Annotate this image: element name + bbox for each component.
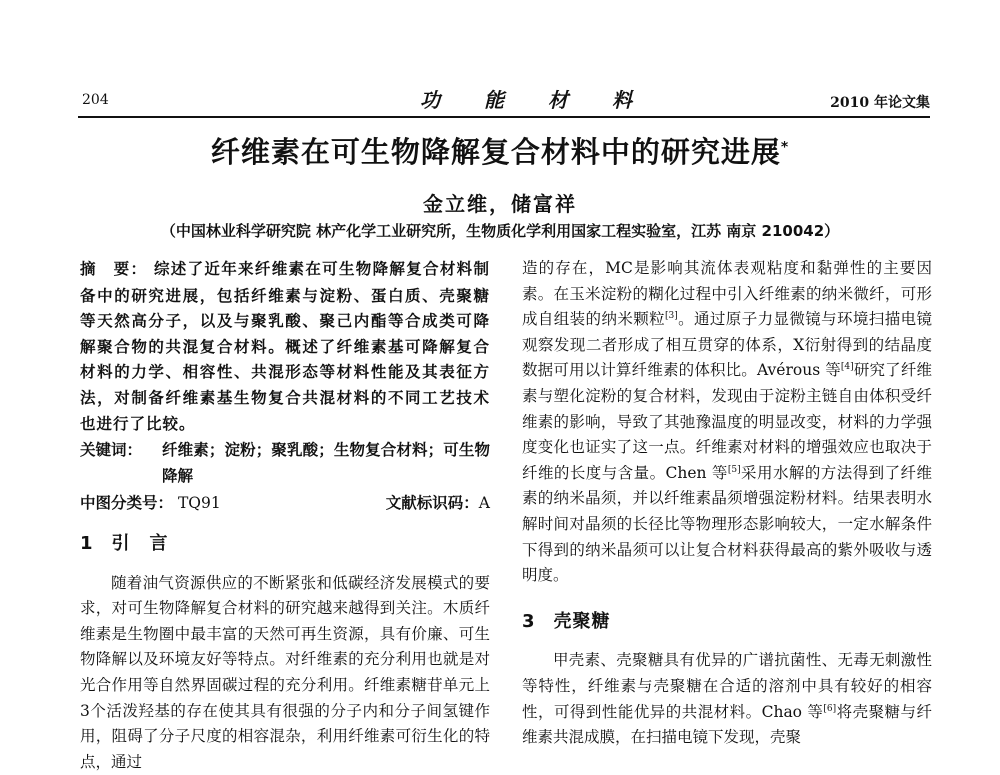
right-column (522, 256, 932, 751)
affiliation: （中国林业科学研究院 林产化学工业研究所，生物质化学利用国家工程实验室，江苏 南京 210042） (160, 222, 840, 240)
citation-ref: [4] (840, 362, 854, 373)
header-rule (78, 116, 930, 118)
citation-ref: [5] (727, 464, 741, 475)
keywords (80, 438, 490, 489)
citation-ref: [6] (823, 703, 837, 714)
clc-label: 中图分类号： (80, 494, 174, 513)
section-3-title: 壳聚糖 (553, 610, 611, 632)
paragraph-text: 。通过原子力显微镜与环境扫描电镜观察发现二者形成了相互贯穿的体系，X衍射得到的结晶度数据可用以计算纤维素的体积比。Avérous 等 (522, 310, 932, 380)
paper-title (0, 130, 1000, 171)
paragraph-text: 采用水解的方法得到了纤维素的纳米晶须，并以纤维素晶须增强淀粉材料。结果表明水解时间对晶须的长径比等物理形态影响较大，一定水解条件下得到的纳米晶须可以让复合材料获得最高的紫外吸收与透明度。 (522, 463, 932, 585)
citation-ref: [3] (665, 311, 678, 322)
paragraph-text: 将壳聚糖与纤维素共混成膜，在扫描电镜下发现，壳聚 (522, 702, 932, 747)
abstract-text: 综述了近年来纤维素在可生物降解复合材料制备中的研究进展，包括纤维素与淀粉、蛋白质、壳聚糖等天然高分子，以及与聚乳酸、聚己内酯等合成类可降解聚合物的共混复合材料。概述了纤维素基可降解复合材料的力学、相容性、共混形态等材料性能及其表征方法，对制备纤维素基生物复合共混材料的不同工艺技术也进行了比较。 (80, 259, 490, 433)
section-3-heading (522, 609, 932, 635)
abstract-label: 摘 要： (80, 260, 148, 278)
volume-label: 2010 年论文集 (830, 95, 930, 111)
clc-value: TQ91 (177, 494, 221, 513)
title-footnote-mark: * (780, 139, 790, 156)
section-3-paragraph (522, 648, 932, 750)
paragraph-text: 甲壳素、壳聚糖具有优异的广谱抗菌性、无毒无刺激性等特性，纤维素与壳聚糖在合适的溶剂中具有较好的相容性，可得到性能优异的共混材料。Chao 等 (522, 651, 932, 721)
section-1-number: 1 (80, 532, 94, 554)
page-number: 204 (82, 92, 109, 108)
paragraph-text: 造的存在，MC是影响其流体表观粘度和黏弹性的主要因素。在玉米淀粉的糊化过程中引入纤维素的纳米微纤，可形成自组装的纳米颗粒 (522, 259, 932, 329)
section-1-paragraph: 随着油气资源供应的不断紧张和低碳经济发展模式的要求，对可生物降解复合材料的研究越来越得到关注。木质纤维素是生物圈中最丰富的天然可再生资源，具有价廉、可生物降解以及环境友好等特点。对纤维素的充分利用也就是对光合作用等自然界固碳过程的充分利用。纤维素糖苷单元上3个活泼羟基的存在使其具有很强的分子内和分子间氢键作用，阻碍了分子尺度的相容混杂，利用纤维素可衍生化的特点，通过 (80, 573, 490, 771)
keywords-text: 纤维素；淀粉；聚乳酸；生物复合材料；可生物降解 (162, 441, 490, 485)
abstract (80, 256, 490, 436)
doc-code-label: 文献标识码： (385, 494, 479, 513)
classification-row (80, 491, 490, 517)
journal-name: 功能材料 (420, 88, 676, 112)
keywords-label: 关键词： (80, 441, 143, 460)
left-column (80, 256, 490, 775)
section-1-title: 引 言 (111, 532, 169, 554)
section-2-paragraph (522, 256, 932, 589)
paragraph-text: 研究了纤维素与塑化淀粉的复合材料，发现由于淀粉主链自由体积受纤维素的影响，导致了其弛豫温度的明显改变，材料的力学强度变化也证实了这一点。纤维素对材料的增强效应也取决于纤维的长度与含量。Chen 等 (522, 361, 932, 482)
section-3-number: 3 (522, 610, 536, 632)
section-1-heading (80, 531, 490, 557)
doc-code-value: A (478, 494, 490, 513)
paper-title-text: 纤维素在可生物降解复合材料中的研究进展 (210, 135, 781, 169)
authors: 金立维，储富祥 (423, 192, 577, 216)
